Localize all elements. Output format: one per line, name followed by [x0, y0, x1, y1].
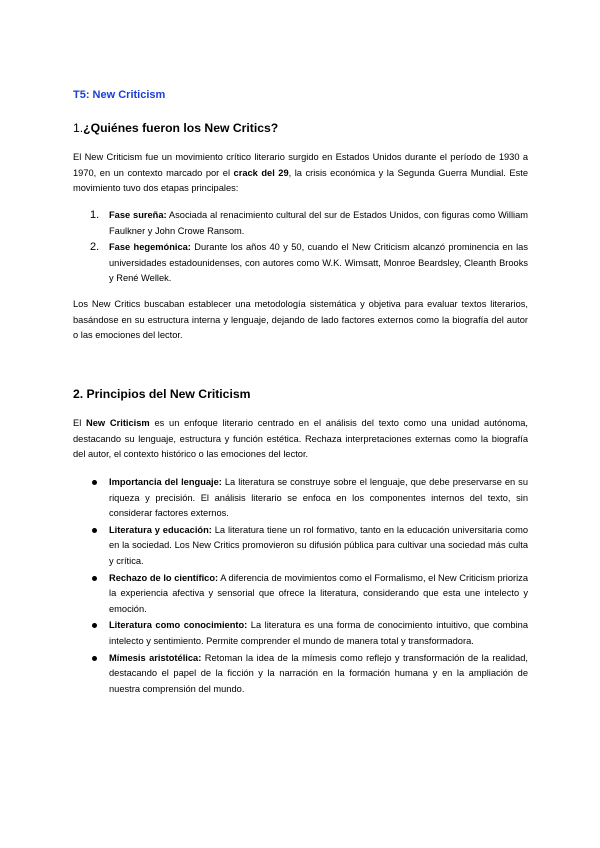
principle-item	[73, 475, 528, 522]
section-1-heading	[73, 121, 278, 137]
stage-label: Fase sureña:	[109, 210, 167, 220]
section-2-intro-part-a: El	[73, 418, 87, 428]
principle-text: Retoman la idea de la mímesis como reflejo y transformación de la realidad, destacando el papel de la ficción y la narración en la formación humana y en la ampliación de nuestra comprensión del mundo.	[109, 652, 528, 694]
section-1-intro-part-a: El New Criticism fue un movimiento crítico literario surgido en Estados Unidos durante el período de 1930 a 1970, en un contexto marcado por el	[73, 152, 528, 178]
principle-item	[73, 571, 528, 618]
section-1-heading-number: 1.	[73, 121, 84, 135]
section-2-intro-part-b: es un enfoque literario centrado en el análisis del texto como una unidad autónoma, destacando su lenguaje, estructura y función estética. Rechaza interpretaciones externas como la biografía del autor, el contexto histórico o las emociones del lector.	[73, 418, 528, 460]
stage-text: Durante los años 40 y 50, cuando el New Criticism alcanzó prominencia en las universidades estadounidenses, con autores como W.K. Wimsatt, Monroe Beardsley, Cleanth Brooks y René Wellek.	[109, 242, 528, 284]
principle-label: Literatura y educación:	[109, 524, 212, 535]
principle-text: La literatura es una forma de conocimiento intuitivo, que combina intelecto y sentimiento. Permite comprender el mundo de manera total y transformadora.	[109, 620, 529, 646]
section-1-intro-bold: crack del 29	[233, 167, 289, 178]
section-1-heading-text: ¿Quiénes fueron los New Critics?	[83, 121, 279, 135]
bullet-icon	[92, 528, 97, 533]
principle-label: Rechazo de lo científico:	[109, 572, 219, 583]
section-1-closing: Los New Critics buscaban establecer una metodología sistemática y objetiva para evaluar textos literarios, basándose en su estructura interna y lenguaje, dejando de lado factores externos como la biografía del autor o las emociones del lector.	[73, 299, 528, 341]
principle-text: La literatura tiene un rol formativo, tanto en la educación universitaria como en la sociedad. Los New Critics promovieron su difusión pública para cultivar una sociedad más culta y crítica.	[109, 524, 528, 566]
section-2-intro-bold: New Criticism	[86, 418, 150, 428]
section-1-intro	[73, 150, 528, 197]
principle-label: Importancia del lenguaje:	[109, 477, 222, 487]
principle-item	[73, 651, 528, 698]
bullet-icon	[92, 480, 97, 485]
document-title: T5: New Criticism	[73, 89, 166, 101]
stages-list	[73, 208, 528, 288]
bullet-icon	[92, 623, 97, 628]
stage-item	[73, 208, 528, 239]
bullet-icon	[92, 656, 97, 661]
principle-label: Literatura como conocimiento:	[109, 620, 248, 631]
stage-text: Asociada al renacimiento cultural del sur de Estados Unidos, con figuras como William Faulkner y John Crowe Ransom.	[109, 210, 528, 236]
stage-label: Fase hegemónica:	[109, 242, 191, 253]
stage-number: 2.	[90, 241, 100, 254]
principles-list	[73, 475, 528, 698]
section-2-heading-text: 2. Principios del New Criticism	[73, 387, 251, 401]
section-2-intro	[73, 416, 528, 463]
section-2-heading	[73, 387, 250, 403]
principle-item	[73, 618, 528, 649]
section-1-intro-part-b: , la crisis económica y la Segunda Guerra Mundial. Este movimiento tuvo dos etapas principales:	[73, 167, 528, 194]
stage-number: 1.	[90, 209, 100, 221]
principle-text: La literatura se construye sobre el lenguaje, que debe preservarse en su riqueza y precisión. El análisis literario se enfoca en los componentes internos del texto, sin considerar factores externos.	[109, 477, 528, 519]
stage-item	[73, 240, 528, 287]
principle-label: Mímesis aristotélica:	[109, 652, 202, 663]
bullet-icon	[92, 576, 97, 581]
principle-text: A diferencia de movimientos como el Formalismo, el New Criticism prioriza la experiencia afectiva y sensorial que ofrece la literatura, considerando que esta une intelecto y emoción.	[109, 572, 528, 614]
principle-item	[73, 523, 528, 570]
